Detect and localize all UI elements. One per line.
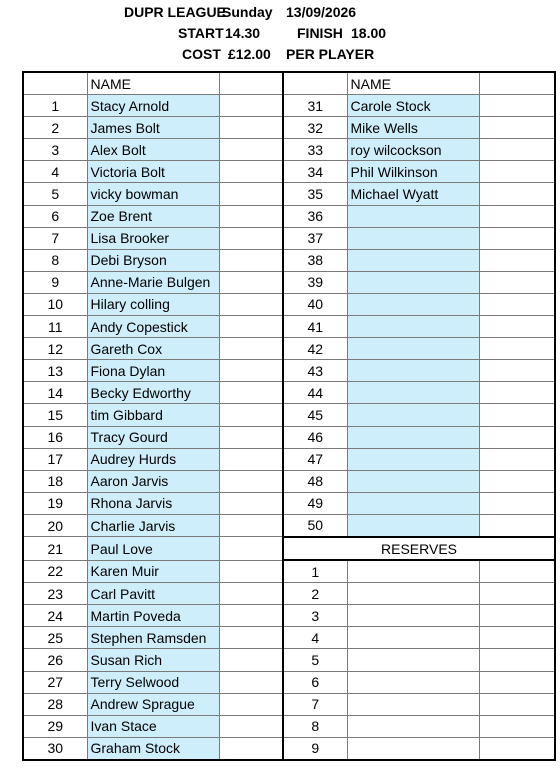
reserve-number: 8: [283, 715, 347, 737]
player-name: Stephen Ramsden: [87, 627, 219, 649]
table-row: [23, 316, 555, 338]
player-number: 23: [23, 583, 87, 605]
table-row: [23, 492, 555, 514]
cost-value: £12.00: [228, 46, 271, 62]
player-name: Carole Stock: [347, 95, 479, 117]
player-number: 26: [23, 649, 87, 671]
player-name: Alex Bolt: [87, 139, 219, 161]
reserve-name: [347, 560, 479, 583]
player-number: 8: [23, 249, 87, 271]
player-number: 7: [23, 227, 87, 249]
player-extra-cell: [479, 514, 555, 537]
reserve-name: [347, 737, 479, 760]
player-number: 48: [283, 470, 347, 492]
player-number: 47: [283, 448, 347, 470]
reserve-number: 1: [283, 560, 347, 583]
player-extra-cell: [479, 426, 555, 448]
player-extra-cell: [479, 139, 555, 161]
player-name: Tracy Gourd: [87, 426, 219, 448]
player-number: 42: [283, 338, 347, 360]
player-name: [347, 382, 479, 404]
player-name: Phil Wilkinson: [347, 161, 479, 183]
player-extra-cell: [479, 271, 555, 293]
reserve-name: [347, 671, 479, 693]
player-name: [347, 448, 479, 470]
player-extra-cell: [479, 448, 555, 470]
name-column-header: NAME: [87, 72, 219, 95]
header-blank-cell-right: [479, 72, 555, 95]
player-extra-cell: [219, 537, 283, 560]
player-name: Terry Selwood: [87, 671, 219, 693]
header-blank-cell-left: [219, 72, 283, 95]
player-name: [347, 338, 479, 360]
player-name: Andy Copestick: [87, 316, 219, 338]
player-name: [347, 293, 479, 315]
player-number: 25: [23, 627, 87, 649]
player-extra-cell: [479, 95, 555, 117]
table-row: [23, 293, 555, 315]
player-extra-cell: [219, 95, 283, 117]
reserve-extra-cell: [479, 671, 555, 693]
player-number: 27: [23, 671, 87, 693]
table-row: [23, 360, 555, 382]
player-number: 30: [23, 737, 87, 760]
start-label: START: [178, 25, 224, 41]
player-name: [347, 514, 479, 537]
player-name: [347, 316, 479, 338]
player-number: 21: [23, 537, 87, 560]
player-number: 20: [23, 514, 87, 537]
reserve-number: 4: [283, 627, 347, 649]
player-name: Hilary colling: [87, 293, 219, 315]
player-name: Mike Wells: [347, 117, 479, 139]
player-name: Zoe Brent: [87, 205, 219, 227]
player-extra-cell: [219, 693, 283, 715]
player-extra-cell: [479, 249, 555, 271]
table-row: [23, 426, 555, 448]
player-extra-cell: [479, 205, 555, 227]
table-row: [23, 448, 555, 470]
reserve-extra-cell: [479, 715, 555, 737]
player-name: James Bolt: [87, 117, 219, 139]
name-column-header: NAME: [347, 72, 479, 95]
player-number: 29: [23, 715, 87, 737]
reserves-title: RESERVES: [283, 537, 555, 560]
player-name: Michael Wyatt: [347, 183, 479, 205]
reserve-number: 3: [283, 605, 347, 627]
player-name: Gareth Cox: [87, 338, 219, 360]
reserve-number: 6: [283, 671, 347, 693]
player-extra-cell: [219, 227, 283, 249]
player-number: 18: [23, 470, 87, 492]
per-player-label: PER PLAYER: [286, 46, 375, 62]
player-extra-cell: [479, 227, 555, 249]
player-number: 15: [23, 404, 87, 426]
player-number: 33: [283, 139, 347, 161]
player-extra-cell: [219, 492, 283, 514]
player-extra-cell: [479, 338, 555, 360]
table-row: [23, 271, 555, 293]
player-extra-cell: [479, 492, 555, 514]
league-date: 13/09/2026: [286, 4, 357, 20]
player-list-table: [22, 71, 556, 761]
player-extra-cell: [479, 293, 555, 315]
player-name: [347, 271, 479, 293]
player-name: Stacy Arnold: [87, 95, 219, 117]
player-number: 43: [283, 360, 347, 382]
player-name: Aaron Jarvis: [87, 470, 219, 492]
player-number: 19: [23, 492, 87, 514]
player-extra-cell: [219, 470, 283, 492]
player-name: Fiona Dylan: [87, 360, 219, 382]
player-extra-cell: [219, 117, 283, 139]
player-name: Andrew Sprague: [87, 693, 219, 715]
player-name: Karen Muir: [87, 560, 219, 583]
header-number-cell-right: [283, 72, 347, 95]
league-title: [124, 3, 226, 21]
reserve-number: 2: [283, 583, 347, 605]
player-extra-cell: [219, 249, 283, 271]
player-extra-cell: [219, 382, 283, 404]
table-row: [23, 605, 555, 627]
player-extra-cell: [479, 470, 555, 492]
player-extra-cell: [219, 271, 283, 293]
league-name: DUPR LEAGUE: [124, 4, 226, 20]
player-extra-cell: [479, 316, 555, 338]
player-name: [347, 227, 479, 249]
player-name: Charlie Jarvis: [87, 514, 219, 537]
player-extra-cell: [219, 426, 283, 448]
player-number: 13: [23, 360, 87, 382]
reserve-number: 9: [283, 737, 347, 760]
player-number: 17: [23, 448, 87, 470]
table-row: [23, 649, 555, 671]
player-number: 35: [283, 183, 347, 205]
player-number: 11: [23, 316, 87, 338]
table-row: [23, 183, 555, 205]
player-number: 39: [283, 271, 347, 293]
league-day: Sunday: [222, 4, 273, 20]
player-number: 14: [23, 382, 87, 404]
reserve-extra-cell: [479, 583, 555, 605]
player-number: 34: [283, 161, 347, 183]
player-name: tim Gibbard: [87, 404, 219, 426]
player-extra-cell: [219, 139, 283, 161]
player-name: [347, 470, 479, 492]
player-extra-cell: [219, 715, 283, 737]
player-number: 9: [23, 271, 87, 293]
reserve-extra-cell: [479, 627, 555, 649]
reserve-extra-cell: [479, 693, 555, 715]
player-number: 28: [23, 693, 87, 715]
player-name: Anne-Marie Bulgen: [87, 271, 219, 293]
player-extra-cell: [479, 382, 555, 404]
reserve-name: [347, 605, 479, 627]
finish-label: FINISH: [297, 25, 343, 41]
table-row: [23, 693, 555, 715]
player-extra-cell: [219, 605, 283, 627]
player-extra-cell: [219, 560, 283, 583]
player-name: Ivan Stace: [87, 715, 219, 737]
player-number: 44: [283, 382, 347, 404]
table-row: [23, 560, 555, 583]
table-row: [23, 671, 555, 693]
player-extra-cell: [219, 448, 283, 470]
table-row: [23, 583, 555, 605]
player-name: Paul Love: [87, 537, 219, 560]
reserve-name: [347, 627, 479, 649]
player-extra-cell: [219, 627, 283, 649]
player-extra-cell: [219, 183, 283, 205]
player-name: Becky Edworthy: [87, 382, 219, 404]
player-extra-cell: [219, 514, 283, 537]
player-name: Susan Rich: [87, 649, 219, 671]
player-name: Carl Pavitt: [87, 583, 219, 605]
player-extra-cell: [219, 583, 283, 605]
player-number: 3: [23, 139, 87, 161]
table-row: [23, 470, 555, 492]
finish-time: 18.00: [351, 25, 387, 41]
table-row: [23, 227, 555, 249]
player-number: 16: [23, 426, 87, 448]
player-name: Debi Bryson: [87, 249, 219, 271]
player-extra-cell: [219, 205, 283, 227]
table-row: [23, 139, 555, 161]
table-row: [23, 338, 555, 360]
start-time: 14.30: [225, 25, 261, 41]
player-extra-cell: [479, 161, 555, 183]
player-number: 6: [23, 205, 87, 227]
player-number: 37: [283, 227, 347, 249]
cost-label: COST: [182, 46, 221, 62]
table-row: [23, 161, 555, 183]
player-name: roy wilcockson: [347, 139, 479, 161]
table-row: [23, 715, 555, 737]
reserve-name: [347, 583, 479, 605]
player-extra-cell: [479, 360, 555, 382]
reserve-extra-cell: [479, 737, 555, 760]
player-number: 45: [283, 404, 347, 426]
player-extra-cell: [219, 161, 283, 183]
player-name: Graham Stock: [87, 737, 219, 760]
player-extra-cell: [219, 338, 283, 360]
player-number: 2: [23, 117, 87, 139]
player-name: Rhona Jarvis: [87, 492, 219, 514]
player-extra-cell: [219, 360, 283, 382]
reserve-extra-cell: [479, 649, 555, 671]
reserve-name: [347, 715, 479, 737]
player-name: [347, 249, 479, 271]
table-row: [23, 627, 555, 649]
player-name: Audrey Hurds: [87, 448, 219, 470]
player-name: [347, 426, 479, 448]
table-row: [23, 249, 555, 271]
table-row: [23, 205, 555, 227]
player-extra-cell: [219, 293, 283, 315]
player-number: 24: [23, 605, 87, 627]
header-number-cell-left: [23, 72, 87, 95]
table-row: [23, 737, 555, 760]
player-extra-cell: [219, 737, 283, 760]
reserve-number: 5: [283, 649, 347, 671]
reserve-number: 7: [283, 693, 347, 715]
player-extra-cell: [219, 404, 283, 426]
player-number: 4: [23, 161, 87, 183]
player-extra-cell: [219, 316, 283, 338]
player-number: 10: [23, 293, 87, 315]
player-number: 31: [283, 95, 347, 117]
table-row: [23, 404, 555, 426]
player-name: [347, 205, 479, 227]
player-number: 40: [283, 293, 347, 315]
player-number: 12: [23, 338, 87, 360]
player-number: 22: [23, 560, 87, 583]
reserve-name: [347, 693, 479, 715]
player-name: [347, 404, 479, 426]
table-row: [23, 382, 555, 404]
player-name: Lisa Brooker: [87, 227, 219, 249]
player-extra-cell: [479, 183, 555, 205]
player-name: Martin Poveda: [87, 605, 219, 627]
player-number: 38: [283, 249, 347, 271]
player-number: 46: [283, 426, 347, 448]
player-number: 5: [23, 183, 87, 205]
player-number: 36: [283, 205, 347, 227]
player-number: 32: [283, 117, 347, 139]
player-name: [347, 360, 479, 382]
table-row: [23, 537, 555, 560]
player-number: 1: [23, 95, 87, 117]
player-name: vicky bowman: [87, 183, 219, 205]
reserve-extra-cell: [479, 560, 555, 583]
table-row: [23, 117, 555, 139]
player-name: Victoria Bolt: [87, 161, 219, 183]
player-extra-cell: [479, 404, 555, 426]
player-extra-cell: [219, 671, 283, 693]
player-number: 50: [283, 514, 347, 537]
player-extra-cell: [219, 649, 283, 671]
reserve-name: [347, 649, 479, 671]
table-header-row: [23, 72, 555, 95]
player-number: 49: [283, 492, 347, 514]
player-extra-cell: [479, 117, 555, 139]
table-row: [23, 95, 555, 117]
reserve-extra-cell: [479, 605, 555, 627]
table-row: [23, 514, 555, 537]
player-name: [347, 492, 479, 514]
player-number: 41: [283, 316, 347, 338]
